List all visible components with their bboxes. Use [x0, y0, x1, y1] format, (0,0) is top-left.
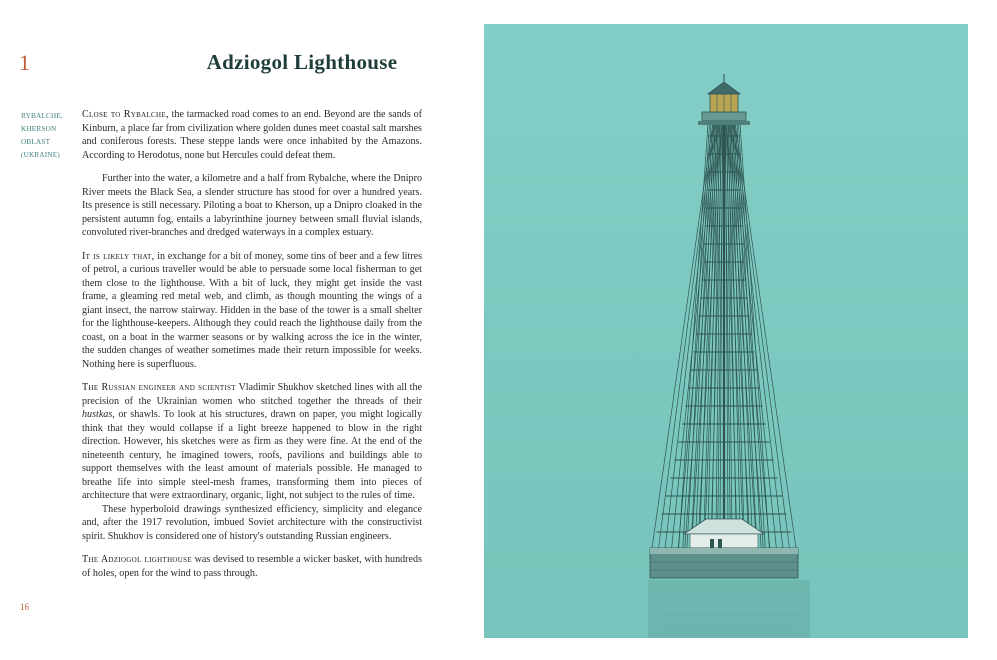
paragraph-text: These hyperboloid drawings synthesized efficiency, simplicity and elegance and, after the 1917 revolution, imbued Soviet architecture with the constructivist spirit. Shukhov is considered one of history's outstanding Russian engineers.	[82, 503, 422, 542]
paragraph-lead: It is likely that,	[82, 250, 155, 262]
paragraph-4	[82, 381, 422, 503]
paragraph-text: was devised to resemble a wicker basket, with hundreds of holes, open for the wind to pass through.	[82, 554, 423, 579]
body-text	[82, 108, 422, 590]
left-page	[0, 0, 484, 660]
lighthouse-drawing	[484, 24, 968, 638]
paragraph-text: Further into the water, a kilometre and a half from Rybalche, where the Dnipro River meets the Black Sea, a slender structure has stood for over a hundred years. Its presence is still necessary. Piloting a boat to Kherson, up a Dnipro cloaked in the persistent autumn fog, entails a labyrinthine journey between small fluvial islands, convoluted river-branches and dredged waterways in a complex estuary.	[82, 173, 422, 238]
lighthouse-illustration	[484, 24, 968, 638]
paragraph-6	[82, 553, 422, 580]
page-number: 16	[20, 602, 29, 612]
paragraph-lead: The Russian engineer and scientist	[82, 382, 236, 393]
paragraph-lead: Close to Rybalche,	[82, 109, 169, 120]
location-line: OBLAST	[21, 138, 51, 146]
location-note	[21, 110, 61, 162]
water-reflection	[648, 580, 810, 638]
chapter-number: 1	[19, 50, 30, 75]
paragraph-text: Vladimir Shukhov sketched lines with all the precision of the Ukrainian women who stitched together the threads of their	[82, 382, 423, 407]
paragraph-text: , or shawls. To look at his structures, drawn on paper, you might logically think that they would collapse if a light breeze happened to blow in the right direction. However, his sketches were as firm as they were fine. At the end of the nineteenth century, he imagined towers, roofs, pavilions and buildings able to support themselves with the least amount of materials possible. He managed to breathe life into simple steel-mesh frames, transforming them into pieces of architecture that were extraordinary, organic, light, not subject to the rules of time.	[82, 409, 422, 501]
paragraph-italic: hustkas	[82, 409, 113, 420]
paragraph-lead: The Adziogol lighthouse	[82, 554, 192, 565]
location-line: (UKRAINE)	[21, 151, 60, 159]
location-line: KHERSON	[21, 125, 57, 133]
paragraph-text: the tarmacked road comes to an end. Beyond are the sands of Kinburn, a place far from civilization where golden dunes meet coastal salt marshes and coniferous forests. These steppe lands were once inhabited by the Amazons. According to Herodotus, none but Hercules could defeat them.	[82, 109, 422, 161]
paragraph-5	[82, 503, 422, 544]
paragraph-2	[82, 172, 422, 240]
chapter-title: Adziogol Lighthouse	[206, 50, 398, 74]
paragraph-1	[82, 108, 422, 162]
location-line: RYBALCHE,	[21, 112, 63, 120]
paragraph-3	[82, 250, 422, 372]
paragraph-text: in exchange for a bit of money, some tins of beer and a few litres of petrol, a curious traveller would be able to persuade some local fisherman to get them close to the lighthouse. With a bit of luck, they might get inside the vast frame, a gleaming red metal web, and climb, as though mounting the wings of a giant insect, the narrow stairway. Hidden in the base of the tower is a small shelter for the lighthouse-keepers. Although they could reach the lighthouse daily from the coast, on a boat in the warmer seasons or by walking across the ice in the winter, the sudden changes of weather sometimes made their return impossible for weeks. Nothing here is superfluous.	[82, 250, 423, 370]
